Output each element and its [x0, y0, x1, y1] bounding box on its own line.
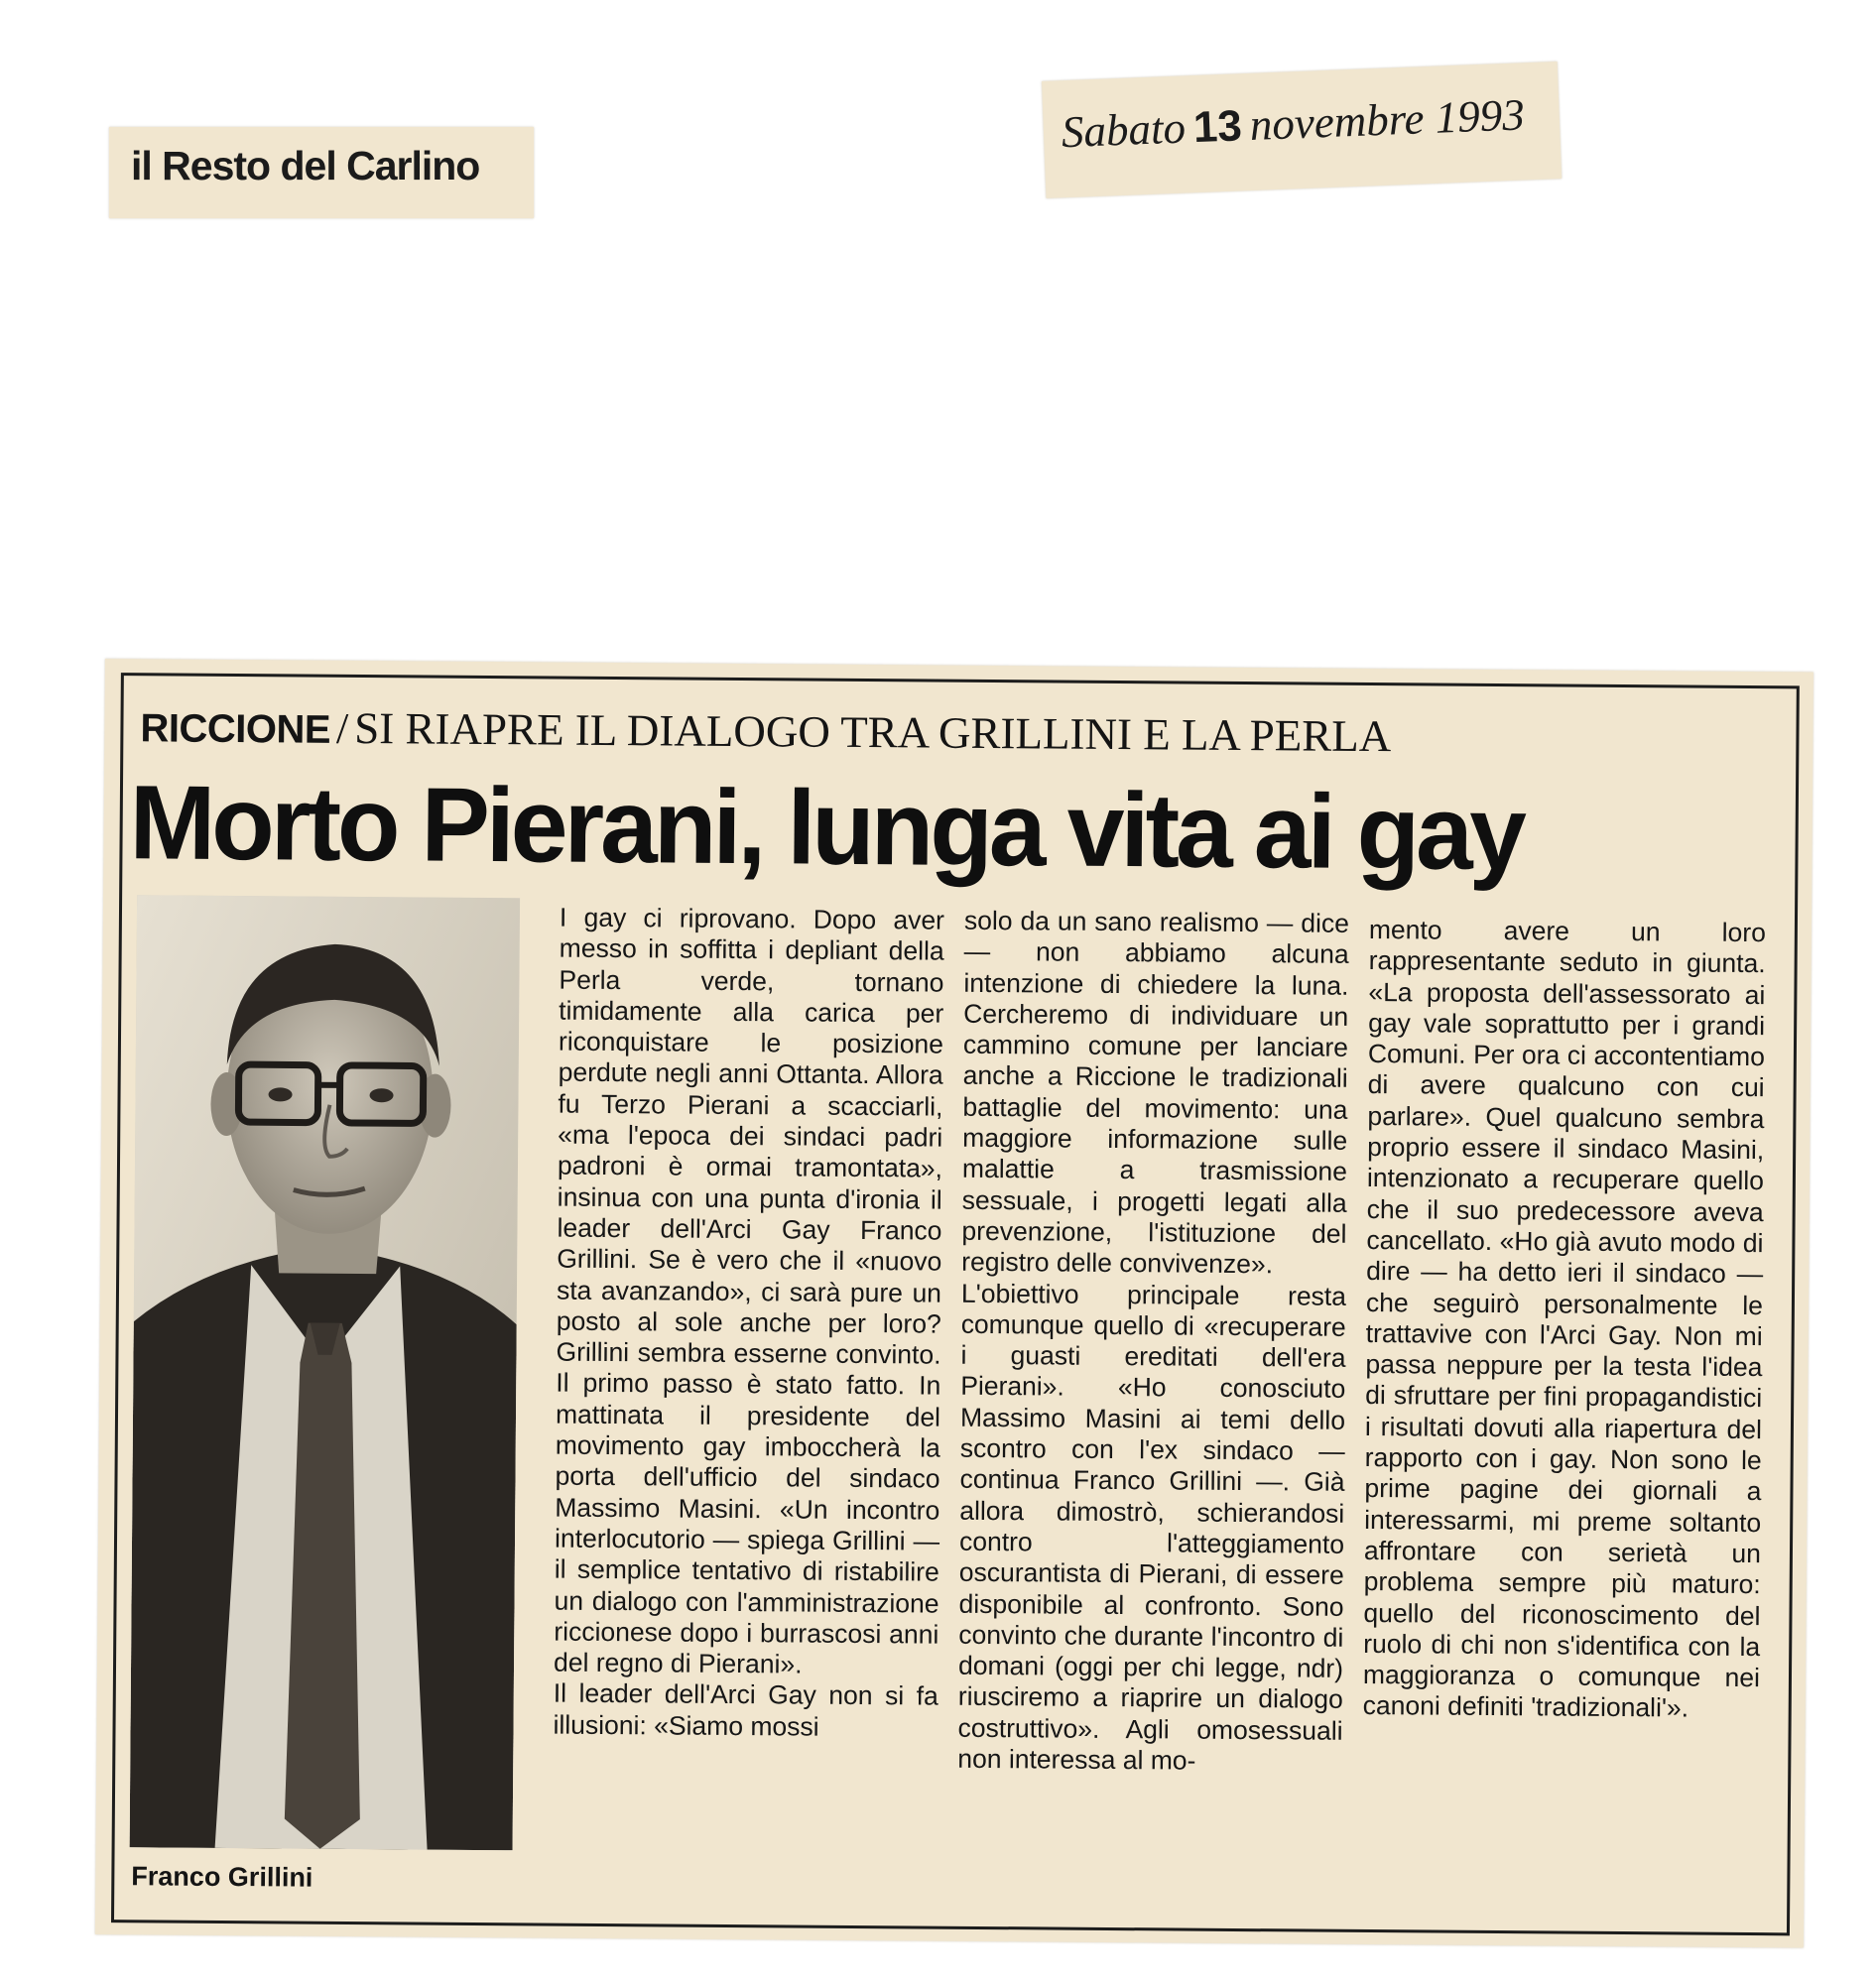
column-1-paragraph-1: I gay ci riprovano. Dopo aver messo in soffitta i depliant della Perla verde, tornano timidamente alla carica per riconquistare le posizione perdute negli anni Ottanta. Allora fu Terzo Pierani a scacciarli, «ma l'epoca dei sindaci padri padroni è ormai tramontata», insinua con una punta d'ironia il leader dell'Arci Gay Franco Grillini. Se è vero che il «nuovo sta avanzando», ci sarà pure un posto al sole anche per loro? Grillini sembra esserne convinto. Il primo passo è stato fatto. In mattinata il presidente del movimento gay imboccherà la porta dell'ufficio del sindaco Massimo Masini. «Un incontro interlocutorio — spiega Grillini — il semplice tentativo di ristabilire un dialogo con l'amministrazione riccionese dopo i burrascosi anni del regno di Pierani».	[553, 902, 945, 1679]
column-2-paragraph-2: L'obiettivo principale resta comunque quello di «recuperare i guasti ereditati dell'era Pierani». «Ho conosciuto Massimo Masini ai temi dello scontro con l'ex sindaco — continua Franco Grillini —. Già allora dimostrò, schierandosi contro l'atteggiamento oscurantista di Pierani, di essere disponibile al confronto. Sono convinto che durante l'incontro di domani (oggi per chi legge, ndr) riusciremo a riaprire un dialogo costruttivo». Agli omosessuali non interessa al mo-	[957, 1278, 1347, 1776]
article-clipping	[95, 659, 1813, 1947]
portrait-photo	[130, 895, 521, 1850]
column-3-paragraph-1: mento avere un loro rappresentante seduto in giunta. «La proposta dell'assessorato ai gay vale soprattutto per i grandi Comuni. Per ora ci accontentiamo di avere qualcuno con cui parlare». Quel qualcuno sembra proprio essere il sindaco Masini, intenzionato a recuperare quello che il suo predecessore aveva cancellato. «Ho già avuto modo di dire — ha detto ieri il sindaco — che seguirò personalmente le trattavive con l'Arci Gay. Non mi passa neppure per la testa l'idea di sfruttare per fini propagandistici i risultati dovuti alla riapertura del rapporto con i gay. Non sono le prime pagine dei giornali a interessarmi, mi preme soltanto affrontare con serietà un problema sempre più maturo: quello del riconoscimento del ruolo di chi non s'identifica con la maggioranza o comunque nei canoni definiti 'tradizionali'».	[1362, 915, 1767, 1723]
photo-caption: Franco Grillini	[131, 1861, 313, 1893]
column-1-paragraph-2: Il leader dell'Arci Gay non si fa illusioni: «Siamo mossi	[553, 1678, 938, 1742]
date-clipping	[1042, 62, 1562, 198]
kicker-separator: /	[335, 703, 349, 753]
article-column-3	[1363, 915, 1766, 1725]
kicker-location: RICCIONE	[140, 706, 331, 752]
date-weekday: Sabato	[1061, 102, 1187, 158]
publication-date	[1061, 88, 1526, 158]
article-headline: Morto Pierani, lunga vita ai gay	[129, 764, 1524, 893]
article-column-2	[957, 906, 1349, 1778]
article-column-1	[553, 903, 944, 1744]
article-kicker	[140, 700, 1391, 762]
portrait-illustration	[130, 895, 521, 1850]
column-2-paragraph-1: solo da un sano realismo — dice — non abbiamo alcuna intenzione di chiedere la luna. Cercheremo di individuare un cammino comune per lanciare anche a Riccione le tradizionali battaglie del movimento: una maggiore informazione sulle malattie a trasmissione sessuale, i progetti legati alla prevenzione, l'istituzione del registro delle convivenze».	[961, 905, 1350, 1280]
kicker-text: SI RIAPRE IL DIALOGO TRA GRILLINI E LA PERLA	[354, 702, 1392, 762]
newspaper-masthead: il Resto del Carlino	[131, 143, 480, 188]
date-day: 13	[1191, 101, 1243, 153]
date-month-year: novembre 1993	[1248, 89, 1526, 150]
masthead-clipping	[109, 127, 534, 218]
